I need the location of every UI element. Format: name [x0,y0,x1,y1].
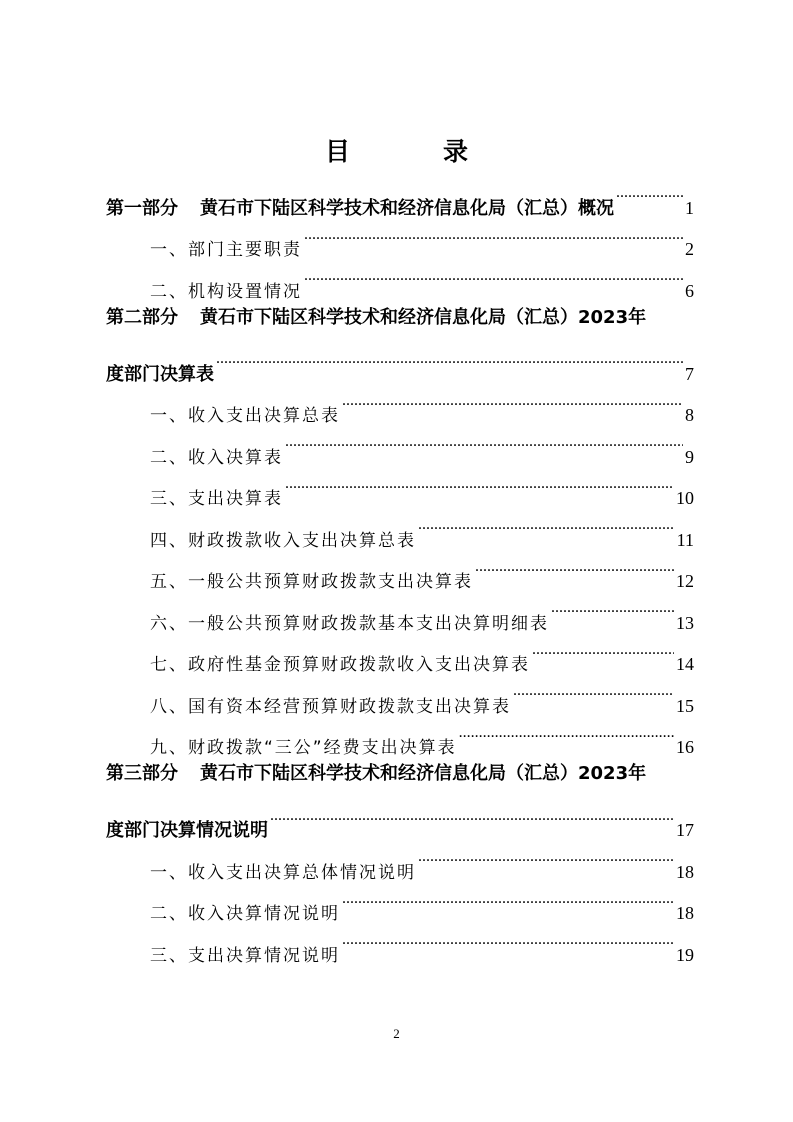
dot-leader [418,836,674,878]
toc-title: 目 录 [324,137,502,166]
toc-entry-label: 四、财政拨款收入支出决算总表 [150,530,416,551]
toc-entry-part-2-line-2[interactable] [106,338,694,385]
dot-leader [616,172,683,214]
toc-page-number: 13 [676,612,694,633]
dot-leader [285,421,683,463]
toc-entry-label: 三、支出决算情况说明 [150,945,340,966]
toc-page-number: 15 [676,695,694,716]
dot-leader [304,255,683,297]
toc-page-number: 7 [685,363,694,384]
part-title-continued: 度部门决算情况说明 [106,820,268,841]
page-number: 2 [393,1026,400,1041]
part-title-continued: 度部门决算表 [106,363,214,385]
toc-page-number: 8 [685,405,694,425]
toc-entry-part-1[interactable] [106,172,694,219]
part-title: 黄石市下陆区科学技术和经济信息化局（汇总）2023年 [200,763,647,784]
toc-page-number: 9 [685,446,694,467]
dot-leader [532,629,674,671]
part-prefix: 第二部分 [106,306,178,328]
toc-entry-part-3-line-2[interactable] [106,795,694,841]
toc-entry-label: 二、收入决算情况说明 [150,904,340,924]
toc-entry-part-3-line-1[interactable] [106,753,694,795]
dot-leader [551,587,674,629]
toc-page-number: 11 [676,529,694,550]
toc-entry-label: 三、支出决算表 [150,489,283,509]
toc-entry-label: 五、一般公共预算财政拨款支出决算表 [150,572,473,592]
dot-leader [285,463,674,505]
toc-entry-label: 二、机构设置情况 [150,281,302,302]
table-of-contents [106,172,694,966]
part-title: 黄石市下陆区科学技术和经济信息化局（汇总）2023年 [200,306,647,328]
toc-entry-label: 七、政府性基金预算财政拨款收入支出决算表 [150,655,530,675]
toc-page-number: 1 [685,197,694,218]
part-title: 黄石市下陆区科学技术和经济信息化局（汇总）概况 [200,197,614,219]
part-prefix: 第三部分 [106,763,178,784]
toc-page-number: 16 [676,737,694,757]
toc-page-number: 18 [676,861,694,882]
dot-leader [304,214,683,256]
toc-page-number: 6 [685,280,694,301]
dot-leader [342,878,674,920]
toc-entry-label: 一、收入支出决算总表 [150,406,340,426]
toc-entry-label: 二、收入决算表 [150,447,283,468]
toc-entry-label: 一、部门主要职责 [150,240,302,260]
toc-page-number: 18 [676,903,694,923]
toc-entry-label: 六、一般公共预算财政拨款基本支出决算明细表 [150,613,549,634]
dot-leader [475,546,674,588]
toc-page-number: 19 [676,944,694,965]
toc-page-number: 14 [676,654,694,674]
toc-page-number: 12 [676,571,694,591]
dot-leader [342,380,683,422]
dot-leader [270,795,674,837]
dot-leader [418,504,675,546]
dot-leader [342,919,674,961]
dot-leader [459,712,674,754]
part-prefix: 第一部分 [106,197,178,219]
toc-entry-label: 八、国有资本经营预算财政拨款支出决算表 [150,696,511,717]
toc-entry-part-2-line-1[interactable] [106,297,694,339]
toc-page-number: 10 [676,488,694,508]
toc-page-number: 2 [685,239,694,259]
toc-entry-label: 九、财政拨款“三公”经费支出决算表 [150,738,457,758]
dot-leader [216,338,683,380]
dot-leader [513,670,674,712]
toc-entry-label: 一、收入支出决算总体情况说明 [150,862,416,883]
toc-page-number: 17 [676,820,694,840]
